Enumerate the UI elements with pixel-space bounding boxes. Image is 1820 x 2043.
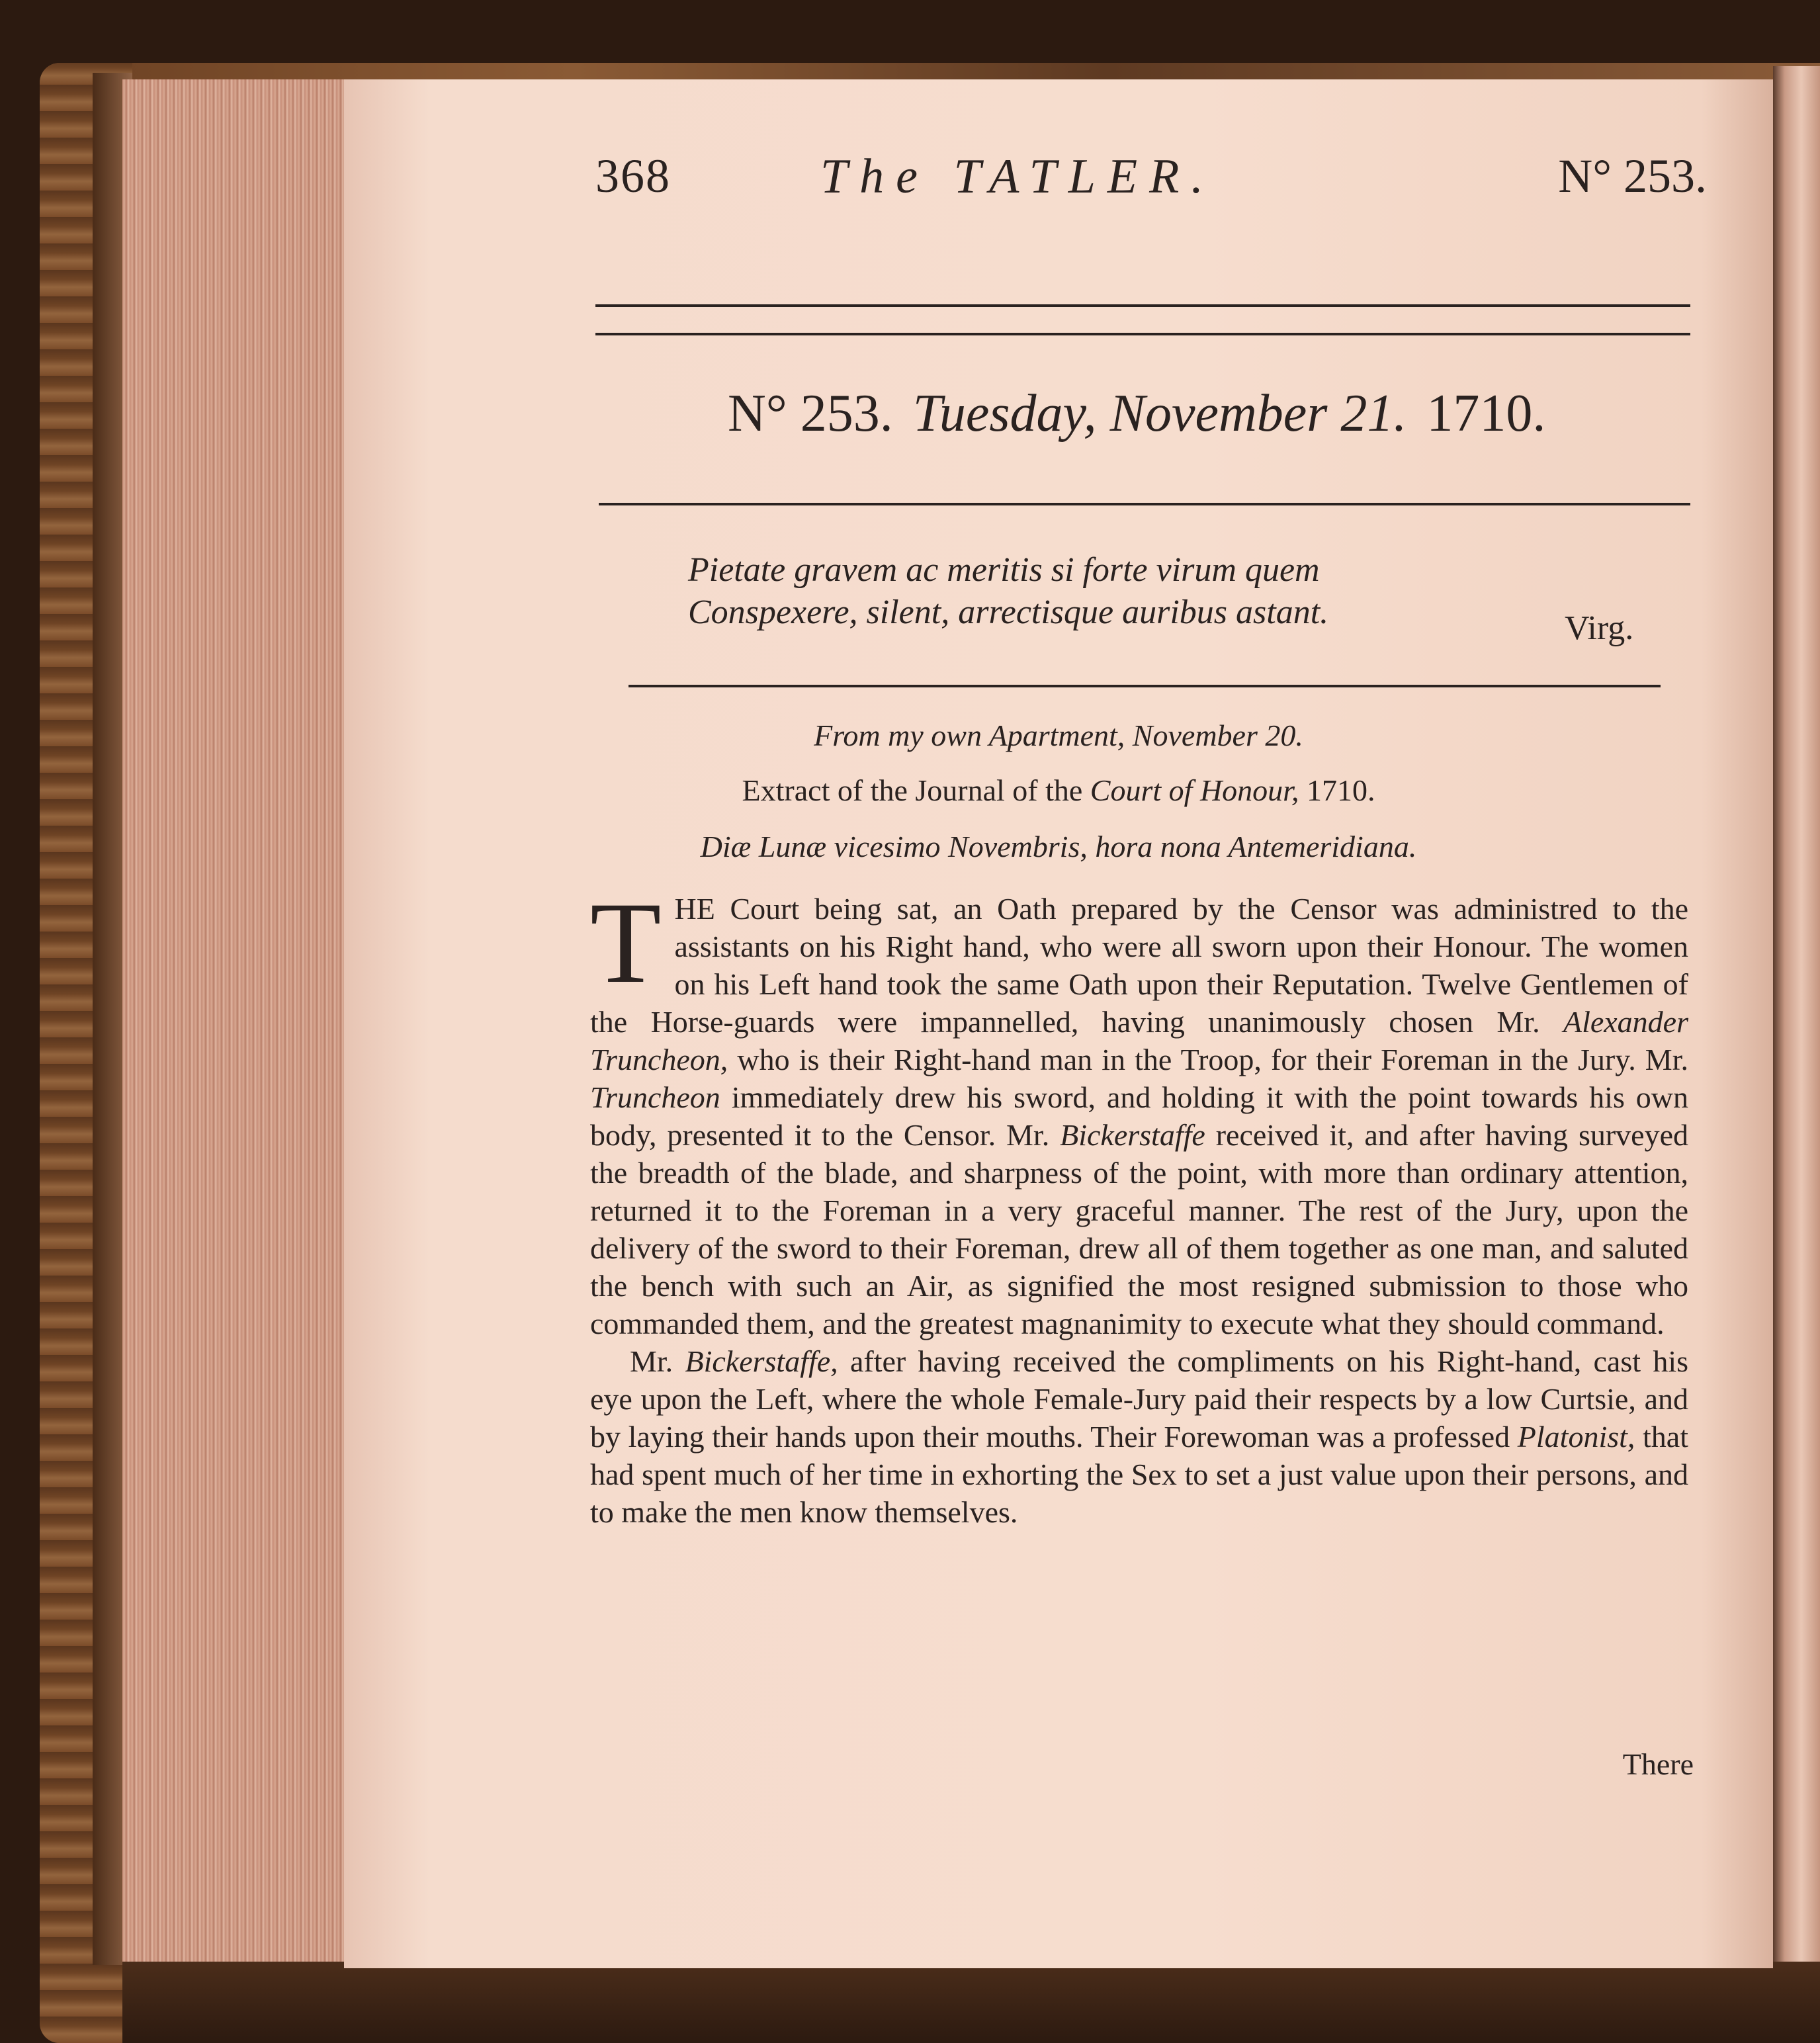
p2-text-a: Mr.: [630, 1344, 685, 1378]
header-rule-bottom: [595, 333, 1690, 335]
running-head: [595, 149, 1707, 228]
issue-rule: [599, 503, 1690, 505]
p1-text-c: immediately drew his sword, and holding it with the point towards his own body, presented it to the Censor. Mr.: [590, 1080, 1688, 1152]
page-number: 368: [595, 150, 671, 202]
session-date-line: Diæ Lunæ vicesimo Novembris, hora nona Antemeridiana.: [700, 830, 1417, 863]
p1-text-b: who is their Right-hand man in the Troop, for their Foreman in the Jury. Mr.: [728, 1043, 1688, 1076]
drop-cap: T: [590, 879, 662, 1008]
header-rule-top: [595, 304, 1690, 307]
dateline: From my own Apartment, November 20.: [814, 718, 1303, 752]
issue-date: Tuesday, November 21.: [912, 384, 1407, 443]
book-page: [344, 79, 1773, 1968]
epigraph-line-2: Conspexere, silent, arrectisque auribus astant.: [688, 593, 1329, 631]
facing-page-sliver: [1773, 66, 1820, 1978]
page-fore-edge: [122, 79, 344, 1962]
running-issue-number: N° 253.: [1558, 150, 1707, 202]
p1-name-truncheon-2: Truncheon: [590, 1080, 720, 1114]
p2-text-b: after having received the compliments on his Right-hand, cast his eye upon the Left, where the whole Female-Jury paid their respects by a low Curtsie, and by laying their hands upon their mouths. Their Forewoman was a professed: [590, 1344, 1689, 1454]
p1-name-bickerstaffe: Bickerstaffe: [1060, 1118, 1205, 1152]
periodical-title: The TATLER.: [820, 150, 1215, 204]
issue-heading: [728, 384, 1545, 444]
bottom-cover-band: [122, 1962, 1820, 2043]
p1-name-truncheon: Alexander Truncheon,: [590, 1005, 1688, 1076]
extract-court: Court of Honour,: [1090, 773, 1299, 807]
paragraph-2: [590, 1342, 1688, 1531]
paragraph-1: [590, 879, 1688, 1342]
p1-text-a: HE Court being sat, an Oath prepared by the Censor was administred to the assistants on his Right hand, who were all sworn upon their Honour. The women on his Left hand took the same Oath upon their Reputation. Twelve Gentlemen of the Horse-guards were impannelled, having unanimously chosen Mr.: [590, 892, 1688, 1039]
p2-text-c: that had spent much of her time in exhorting the Sex to set a just value upon their persons, and to make the men know themselves.: [590, 1420, 1688, 1529]
extract-prefix: Extract of the Journal of the: [742, 773, 1090, 807]
issue-number: N° 253.: [728, 384, 893, 443]
epigraph: [688, 549, 1694, 634]
extract-heading: [344, 773, 1773, 808]
issue-year: 1710.: [1426, 384, 1546, 443]
epigraph-source: Virg.: [1565, 609, 1634, 647]
p2-name-platonist: Platonist,: [1517, 1420, 1635, 1454]
p2-name-bickerstaffe: Bickerstaffe,: [685, 1344, 838, 1378]
catchword: There: [1622, 1747, 1694, 1781]
p1-text-d: received it, and after having surveyed the breadth of the blade, and sharpness of the point, with more than ordinary attention, returned it to the Foreman in a very graceful manner. The rest of the Jury, upon the delivery of the sword to their Foreman, drew all of them together as one man, and saluted the bench with such an Air, as signified the most resigned submission to those who commanded them, and the greatest magnanimity to execute what they should command.: [590, 1118, 1688, 1340]
article-body: [590, 879, 1689, 1531]
extract-year: 1710.: [1299, 773, 1375, 807]
epigraph-rule: [628, 685, 1661, 687]
epigraph-line-1: Pietate gravem ac meritis si forte virum quem: [688, 551, 1320, 589]
